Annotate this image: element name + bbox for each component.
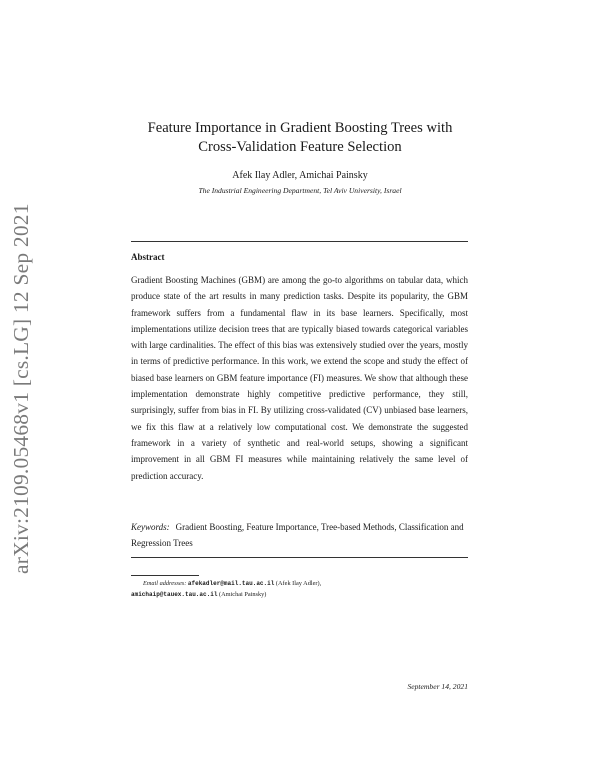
footnote-line-1 [131,579,468,590]
footnote-rule [131,575,199,576]
footnote-line-2 [131,590,468,601]
keywords [131,519,468,552]
email-addresses-label: Email addresses: [143,580,187,587]
email-owner-painsky: (Amichai Painsky) [219,590,267,598]
preprint-date: September 14, 2021 [407,682,468,691]
email-link-painsky[interactable]: amichaip@tauex.tau.ac.il [131,590,218,598]
keywords-label: Keywords: [131,522,170,532]
abstract-bottom-rule [131,557,468,558]
keywords-list: Gradient Boosting, Feature Importance, Tree-based Methods, Classification and Regression Trees [131,522,464,549]
paper-title [60,119,540,157]
email-link-adler[interactable]: afekadler@mail.tau.ac.il [187,580,275,587]
abstract-heading: Abstract [131,252,165,262]
title-line-2: Cross-Validation Feature Selection [198,139,402,155]
author-affiliation: The Industrial Engineering Department, Tel Aviv University, Israel [198,186,402,195]
abstract-body: Gradient Boosting Machines (GBM) are among the go-to algorithms on tabular data, which produce state of the art results in many prediction tasks. Despite its popularity, the GBM framework suffers from a fundamental flaw in its base learners. Specifically, most implementations utilize decision trees that are typically biased towards categorical variables with large cardinalities. The effect of this bias was extensively studied over the years, mostly in terms of predictive performance. In this work, we extend the scope and study the effect of biased base learners on GBM feature importance (FI) measures. We show that although these implementation demonstrate highly competitive predictive performance, they still, surprisingly, suffer from bias in FI. By utilizing cross-validated (CV) unbiased base learners, we fix this flaw at a relatively low computational cost. We demonstrate the suggested framework in a variety of synthetic and real-world setups, showing a significant improvement in all GBM FI measures while maintaining relatively the same level of prediction accuracy. [131,275,468,481]
email-owner-adler: (Afek Ilay Adler), [275,580,322,587]
title-line-1: Feature Importance in Gradient Boosting Trees with [147,120,453,136]
abstract-top-rule [131,241,468,242]
arxiv-identifier: arXiv:2109.05468v1 [cs.LG] 12 Sep 2021 [9,203,33,574]
footnote-emails [131,579,468,600]
author-list: Afek Ilay Adler, Amichai Painsky [232,170,368,181]
